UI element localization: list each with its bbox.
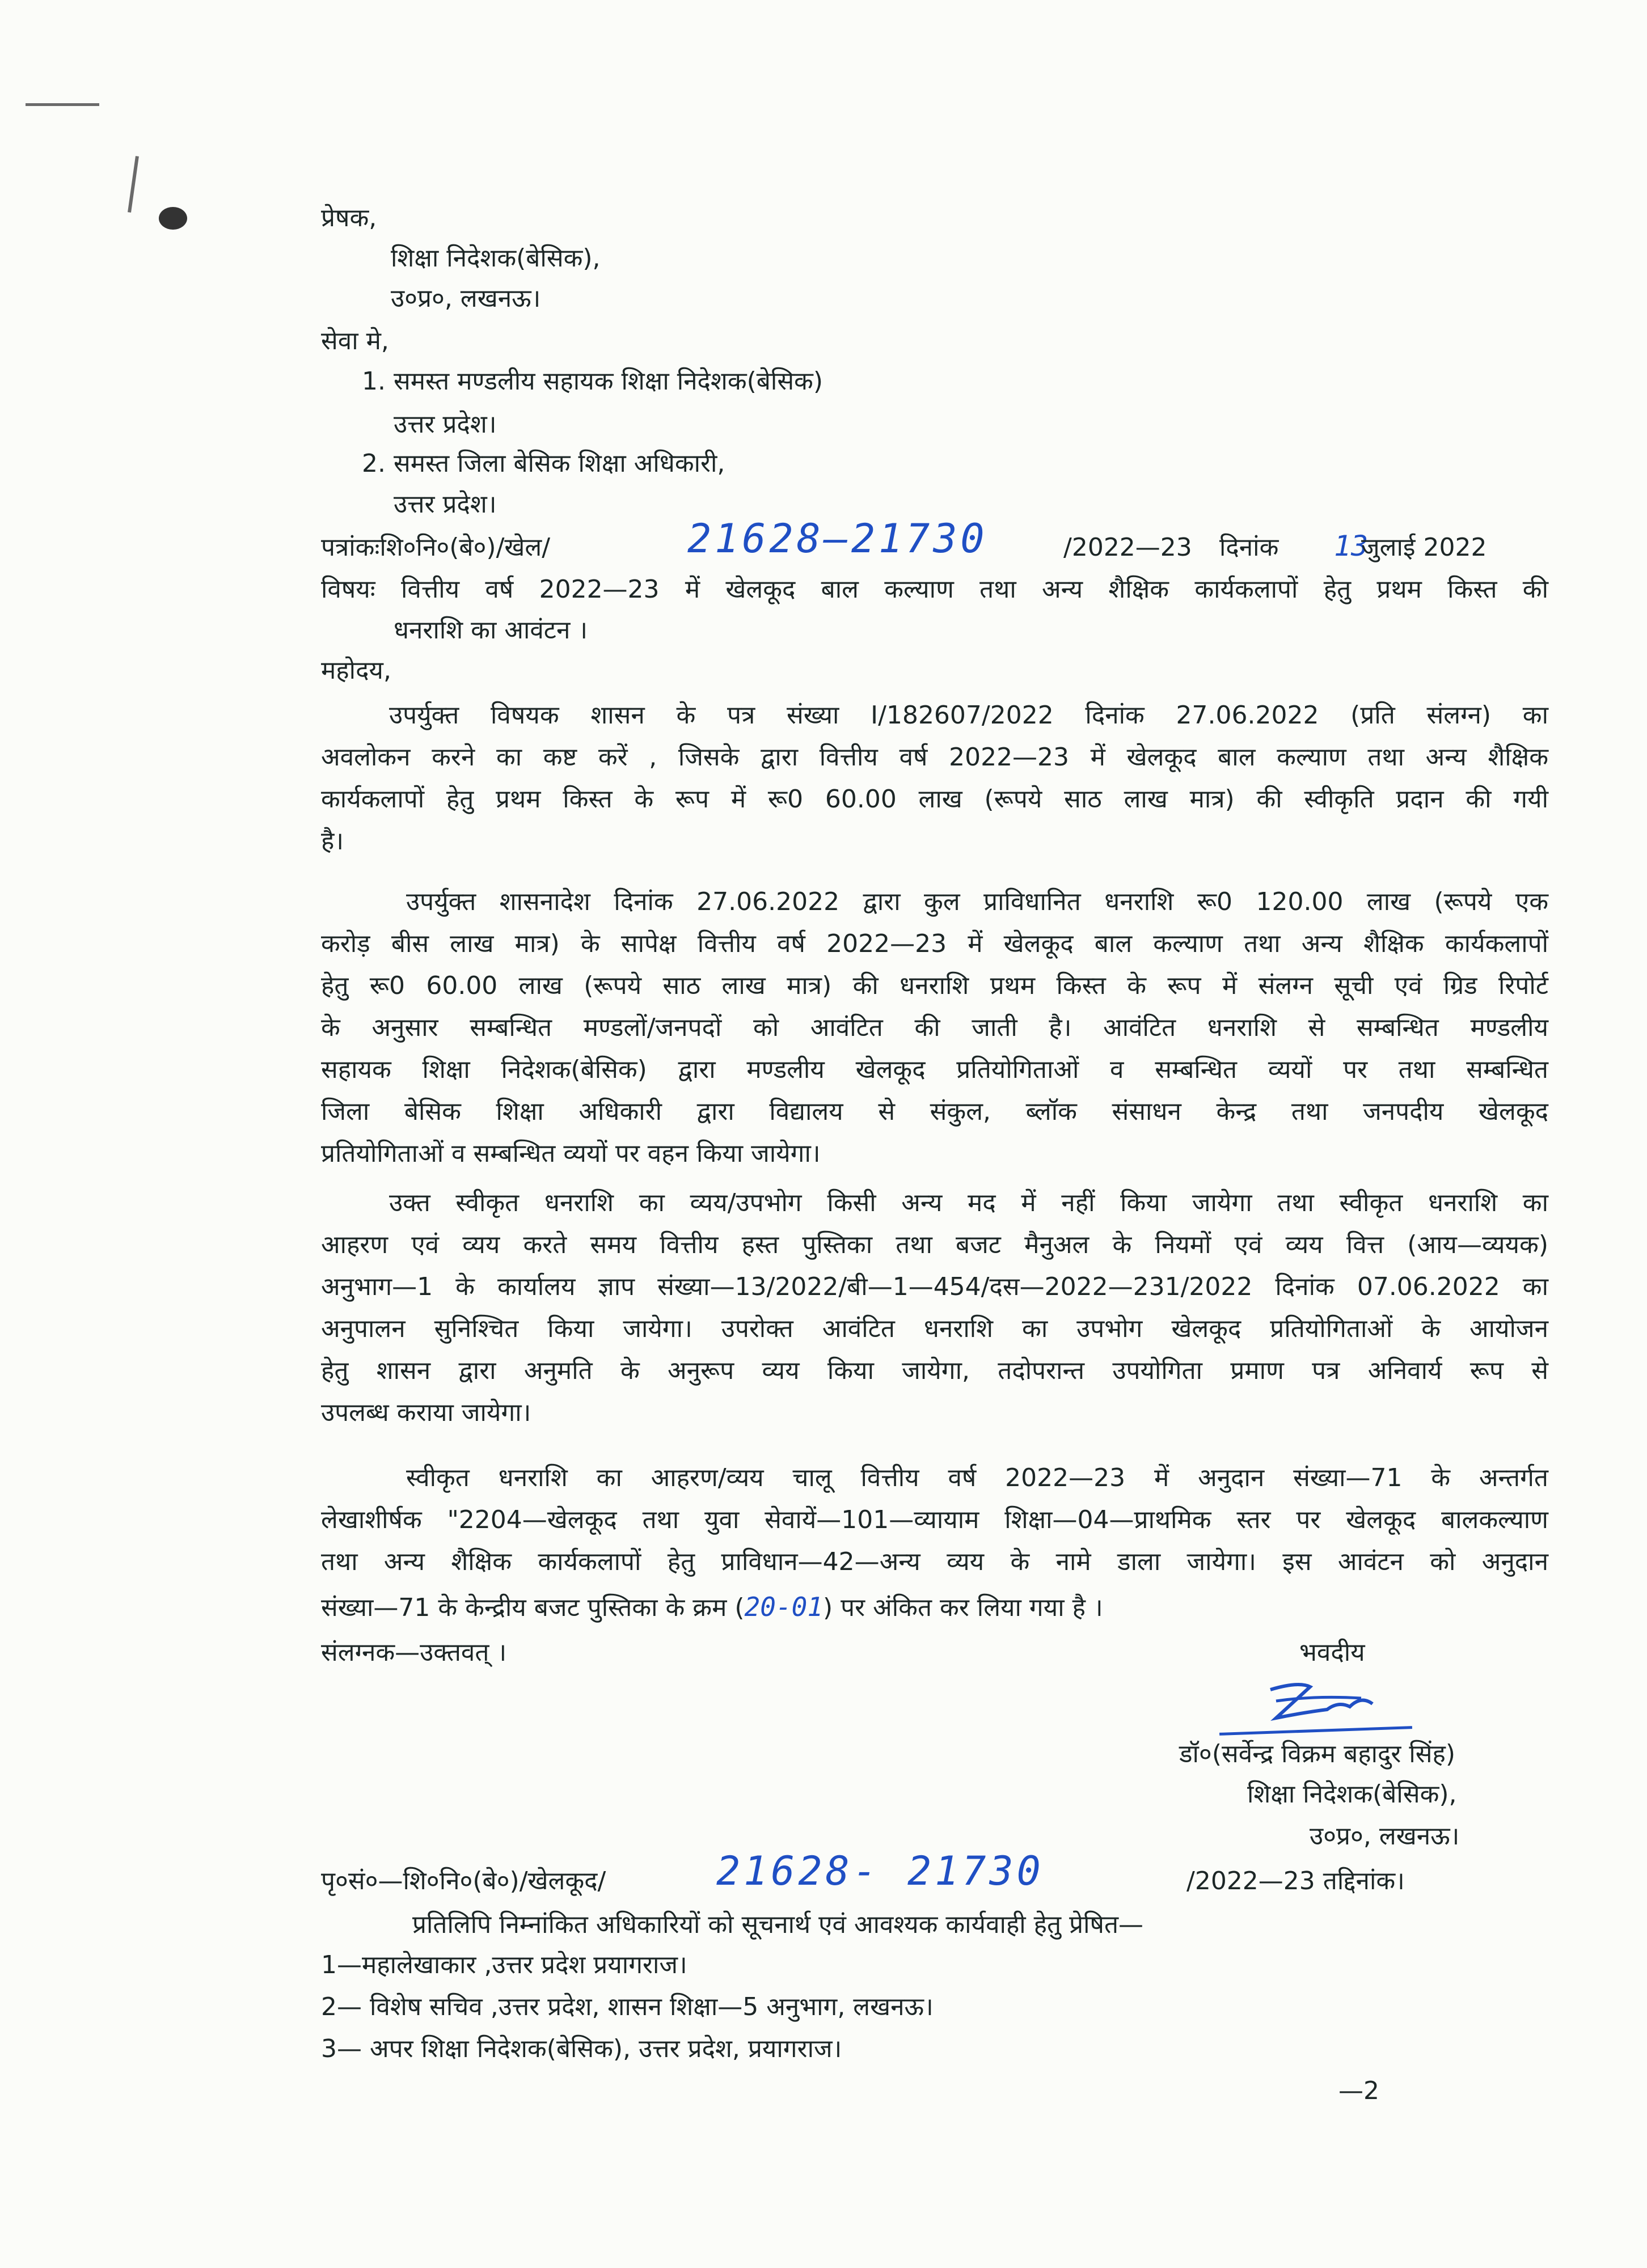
page-continuation: —2 <box>1338 2076 1379 2105</box>
sender-name: शिक्षा निदेशक(बेसिक), <box>391 244 601 273</box>
copy-list-item-1: 1—महालेखाकार ,उत्तर प्रदेश प्रयागराज। <box>321 1950 687 1979</box>
paragraph-line: तथा अन्य शैक्षिक कार्यकलापों हेतु प्राविधान—42—अन्य व्यय के नामे डाला जायेगा। इस आवंटन को अनुदान <box>321 1547 1548 1576</box>
paragraph-line: प्रतियोगिताओं व सम्बन्धित व्ययों पर वहन किया जायेगा। <box>321 1139 821 1168</box>
paragraph-line: जिला बेसिक शिक्षा अधिकारी द्वारा विद्यालय से संकुल, ब्लॉक संसाधन केन्द्र तथा जनपदीय खेलकूद <box>321 1097 1548 1126</box>
paragraph-line: अनुभाग—1 के कार्यालय ज्ञाप संख्या—13/2022/बी—1—454/दस—2022—231/2022 दिनांक 07.06.2022 का <box>321 1272 1548 1301</box>
paragraph-line: हेतु रू0 60.00 लाख (रूपये साठ लाख मात्र) की धनराशि प्रथम किस्त के रूप में संलग्न सूची एवं ग्रिड रिपोर्ट <box>321 971 1548 1000</box>
copy-reference-suffix: /2022—23 तद्दिनांक। <box>1186 1867 1405 1895</box>
subject <box>321 573 1548 615</box>
paragraph-line: उक्त स्वीकृत धनराशि का व्यय/उपभोग किसी अन्य मद में नहीं किया जायेगा तथा स्वीकृत धनराशि का <box>389 1188 1548 1217</box>
subject-line-2: धनराशि का आवंटन । <box>394 616 588 645</box>
signature-scribble-icon <box>1265 1678 1378 1729</box>
signature <box>1265 1678 1378 1736</box>
paragraph-line-after: ) पर अंकित कर लिया गया है । <box>823 1593 1103 1622</box>
recipient-2-place: उत्तर प्रदेश। <box>394 490 497 519</box>
reference-date-rest: जुलाई 2022 <box>1361 533 1487 562</box>
signatory-designation: शिक्षा निदेशक(बेसिक), <box>1247 1780 1457 1809</box>
paragraph-3 <box>321 1186 1548 1438</box>
handwritten-date-day: 13 <box>1334 530 1369 562</box>
paragraph-line: हेतु शासन द्वारा अनुमति के अनुरूप व्यय किया जायेगा, तदोपरान्त उपयोगिता प्रमाण पत्र अनिवार्य रूप से <box>321 1356 1548 1385</box>
paragraph-line: उपर्युक्त शासनादेश दिनांक 27.06.2022 द्वारा कुल प्राविधानित धनराशि रू0 120.00 लाख (रूपये एक <box>406 887 1548 916</box>
paragraph-1 <box>321 699 1548 866</box>
reference-date-label: दिनांक <box>1219 533 1279 562</box>
reference-year: /2022—23 <box>1063 533 1192 562</box>
paragraph-line: करोड़ बीस लाख मात्र) के सापेक्ष वित्तीय वर्ष 2022—23 में खेलकूद बाल कल्याण तथा अन्य शैक्षिक कार्यकलापों <box>321 929 1548 958</box>
paragraph-line: अवलोकन करने का कष्ट करें , जिसके द्वारा वित्तीय वर्ष 2022—23 में खेलकूद बाल कल्याण तथा अन्य शैक्षिक <box>321 743 1548 772</box>
recipients-label: सेवा मे, <box>321 327 389 356</box>
scan-mark-blot <box>159 207 187 230</box>
copy-reference-prefix: पृ०सं०—शि०नि०(बे०)/खेलकूद/ <box>321 1867 606 1895</box>
paragraph-line: सहायक शिक्षा निदेशक(बेसिक) द्वारा मण्डलीय खेलकूद प्रतियोगिताओं व सम्बन्धित व्ययों पर तथा सम्बन्धित <box>321 1055 1548 1084</box>
paragraph-line: आहरण एवं व्यय करते समय वित्तीय हस्त पुस्तिका तथा बजट मैनुअल के नियमों एवं व्यय वित्त (आय—व्ययक) <box>321 1230 1548 1259</box>
handwritten-letter-number: 21628—21730 <box>687 515 988 562</box>
signatory-place: उ०प्र०, लखनऊ। <box>1310 1822 1460 1851</box>
paragraph-line-before: संख्या—71 के केन्द्रीय बजट पुस्तिका के क्रम ( <box>321 1593 745 1622</box>
salutation: महोदय, <box>321 656 391 685</box>
paragraph-line: के अनुसार सम्बन्धित मण्डलों/जनपदों को आवंटित की जाती है। आवंटित धनराशि से सम्बन्धित मण्डलीय <box>321 1013 1548 1042</box>
closing: भवदीय <box>1299 1638 1365 1667</box>
handwritten-copy-number: 21628- 21730 <box>716 1848 1044 1894</box>
recipient-2: 2. समस्त जिला बेसिक शिक्षा अधिकारी, <box>362 449 725 478</box>
paragraph-line: है। <box>321 827 344 856</box>
copy-list-item-3: 3— अपर शिक्षा निदेशक(बेसिक), उत्तर प्रदेश, प्रयागराज। <box>321 2034 842 2063</box>
paragraph-line: स्वीकृत धनराशि का आहरण/व्यय चालू वित्तीय वर्ष 2022—23 में अनुदान संख्या—71 के अन्तर्गत <box>406 1463 1548 1492</box>
copy-list-item-2: 2— विशेष सचिव ,उत्तर प्रदेश, शासन शिक्षा—5 अनुभाग, लखनऊ। <box>321 1992 934 2021</box>
handwritten-budget-serial: 20-01 <box>744 1592 824 1622</box>
copy-intro: प्रतिलिपि निम्नांकित अधिकारियों को सूचनार्थ एवं आवश्यक कार्यवाही हेतु प्रेषित— <box>412 1910 1144 1939</box>
recipient-1: 1. समस्त मण्डलीय सहायक शिक्षा निदेशक(बेसिक) <box>362 367 824 396</box>
paragraph-line: अनुपालन सुनिश्चित किया जायेगा। उपरोक्त आवंटित धनराशि का उपभोग खेलकूद प्रतियोगिताओं के आयोजन <box>321 1314 1548 1343</box>
paragraph-line: उपर्युक्त विषयक शासन के पत्र संख्या I/182607/2022 दिनांक 27.06.2022 (प्रति संलग्न) का <box>389 701 1548 730</box>
subject-line-1: विषयः वित्तीय वर्ष 2022—23 में खेलकूद बाल कल्याण तथा अन्य शैक्षिक कार्यकलापों हेतु प्रथम किस्त की <box>321 575 1548 604</box>
signatory-name: डॉ०(सर्वेन्द्र विक्रम बहादुर सिंह) <box>1179 1740 1455 1768</box>
scan-mark-dash <box>26 103 99 106</box>
sender-label: प्रेषक, <box>321 204 377 232</box>
paragraph-line: कार्यकलापों हेतु प्रथम किस्त के रूप में रू0 60.00 लाख (रूपये साठ लाख मात्र) की स्वीकृति प्रदान की गयी <box>321 785 1548 814</box>
paragraph-line <box>321 1587 1548 1629</box>
paragraph-4 <box>321 1461 1548 1629</box>
recipient-1-place: उत्तर प्रदेश। <box>394 410 497 439</box>
sender-place: उ०प्र०, लखनऊ। <box>391 284 541 313</box>
paragraph-line: लेखाशीर्षक "2204—खेलकूद तथा युवा सेवायें—101—व्यायाम शिक्षा—04—प्राथमिक स्तर पर खेलकूद बालकल्याण <box>321 1505 1548 1534</box>
paragraph-line: उपलब्ध कराया जायेगा। <box>321 1398 531 1427</box>
reference-prefix: पत्रांकःशि०नि०(बे०)/खेल/ <box>321 533 551 562</box>
paragraph-2 <box>321 885 1548 1179</box>
scan-mark-line <box>128 156 139 213</box>
enclosure: संलग्नक—उक्तवत् । <box>321 1638 507 1667</box>
